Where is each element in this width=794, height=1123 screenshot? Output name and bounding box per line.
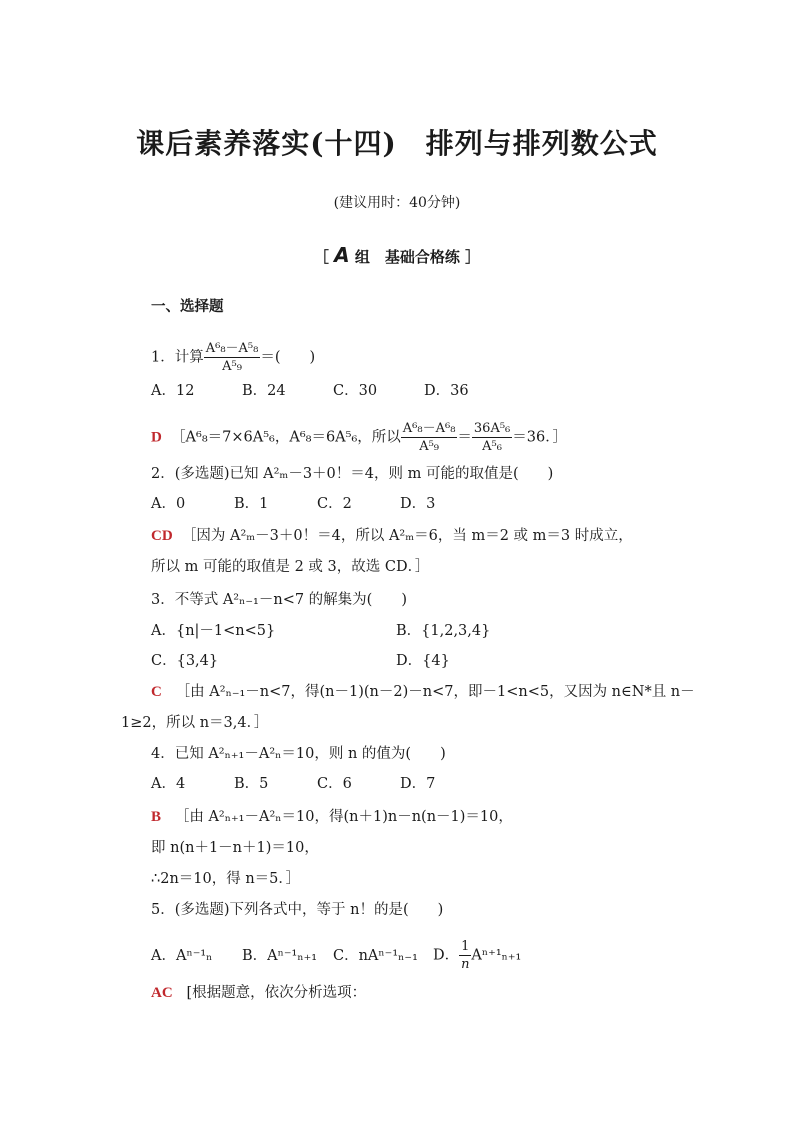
q4-option-c: C．6 — [317, 776, 352, 792]
q5-option-d-frac — [459, 938, 471, 973]
q4-stem: 4．已知 A²ₙ₊₁－A²ₙ＝10，则 n 的值为( ) — [151, 746, 446, 762]
q3-answer: C — [151, 684, 162, 700]
q4-option-a: A．4 — [151, 776, 186, 792]
q5-d-num: 1 — [461, 939, 470, 954]
q5-explanation-line1 — [151, 983, 366, 1003]
q1-frac-den: A⁵₉ — [222, 359, 242, 374]
section-heading: 一、选择题 — [151, 298, 224, 315]
q1-explain-frac1 — [401, 420, 458, 455]
q5-d-den: n — [461, 957, 470, 972]
q1-explain-frac2 — [472, 420, 512, 455]
q2-explanation-line1 — [151, 526, 633, 546]
q5-option-d-post: Aⁿ⁺¹ₙ₊₁ — [471, 947, 522, 964]
q2-options — [151, 494, 435, 514]
q2-option-b: B．1 — [234, 496, 269, 512]
group-bracket-left: ［ — [313, 248, 329, 266]
q1-f1-num: A⁶₈－A⁶₈ — [402, 421, 456, 436]
group-label: 组 基础合格练 — [354, 248, 460, 266]
q4-explain1: ［由 A²ₙ₊₁－A²ₙ＝10，得(n＋1)n－n(n－1)＝10， — [174, 809, 513, 825]
q5-option-d — [433, 938, 521, 973]
q2-explanation-line2: 所以 m 可能的取值是 2 或 3，故选 CD．］ — [151, 559, 430, 575]
q1-explain-post: ＝36．］ — [512, 429, 567, 446]
q1-fraction — [204, 340, 261, 375]
q2-explain1: ［因为 A²ₘ－3＋0！＝4，所以 A²ₘ＝6，当 m＝2 或 m＝3 时成立， — [181, 528, 633, 544]
q1-option-a: A．12 — [151, 383, 195, 399]
q1-f1-den: A⁵₉ — [419, 439, 439, 454]
q5-option-c: C．nAⁿ⁻¹ₙ₋₁ — [333, 947, 418, 964]
q2-stem: 2．(多选题)已知 A²ₘ－3＋0！＝4，则 m 可能的取值是( ) — [151, 466, 554, 482]
q2-answer: CD — [151, 528, 173, 544]
q5-option-d-pre: D． — [433, 947, 460, 964]
q1-f2-den: A⁵₆ — [482, 439, 502, 454]
q1-stem — [151, 340, 315, 375]
q1-f2-num: 36A⁵₆ — [473, 421, 511, 436]
q3-explanation-line1 — [151, 682, 695, 702]
q5-options — [151, 938, 521, 973]
q1-option-b: B．24 — [242, 383, 286, 399]
q4-explanation-line2: 即 n(n＋1－n＋1)＝10， — [151, 840, 319, 856]
page-title: 课后素养落实(十四) 排列与排列数公式 — [136, 127, 658, 160]
time-note: (建议用时：40分钟) — [333, 195, 461, 211]
q1-option-d: D．36 — [424, 383, 469, 399]
q1-explanation — [151, 420, 567, 455]
q4-explanation-line3: ∴2n＝10，得 n＝5．］ — [151, 871, 301, 887]
q4-options — [151, 774, 435, 794]
q5-stem: 5．(多选题)下列各式中，等于 n！的是( ) — [151, 902, 444, 918]
q1-answer: D — [151, 429, 162, 446]
q5-option-a: A．Aⁿ⁻¹ₙ — [151, 947, 213, 964]
group-bracket-right: ］ — [465, 248, 481, 266]
q2-option-a: A．0 — [151, 496, 186, 512]
q1-frac-num: A⁶₈－A⁵₈ — [205, 341, 259, 356]
q1-stem-post: ＝( ) — [260, 349, 316, 366]
q2-option-c: C．2 — [317, 496, 352, 512]
q5-answer: AC — [151, 985, 173, 1001]
q1-mid: ＝ — [457, 429, 472, 446]
q5-option-b: B．Aⁿ⁻¹ₙ₊₁ — [242, 947, 318, 964]
q2-option-d: D．3 — [400, 496, 436, 512]
q3-option-d: D．{4} — [396, 653, 450, 669]
q4-option-d: D．7 — [400, 776, 436, 792]
q1-options — [151, 381, 469, 401]
q4-answer: B — [151, 809, 162, 825]
q3-option-b: B．{1,2,3,4} — [396, 623, 491, 639]
q1-stem-pre: 1．计算 — [151, 349, 204, 366]
q1-explain-pre: ［A⁶₈＝7×6A⁵₆，A⁶₈＝6A⁵₆，所以 — [171, 429, 401, 446]
q4-option-b: B．5 — [234, 776, 269, 792]
q3-option-c: C．{3,4} — [151, 653, 219, 669]
q3-explanation-line2: 1≥2，所以 n＝3,4．］ — [121, 715, 269, 731]
q3-explain1: ［由 A²ₙ₋₁－n<7，得(n－1)(n－2)－n<7，即－1<n<5，又因为 n∈N*且 n－ — [175, 684, 695, 700]
q3-option-a: A．{n|－1<n<5} — [151, 623, 276, 639]
q5-explain1: [根据题意，依次分析选项： — [186, 985, 367, 1001]
q3-stem: 3．不等式 A²ₙ₋₁－n<7 的解集为( ) — [151, 592, 407, 608]
group-heading — [0, 243, 794, 267]
q4-explanation-line1 — [151, 807, 513, 827]
group-letter: A — [334, 243, 350, 267]
q1-option-c: C．30 — [333, 383, 378, 399]
